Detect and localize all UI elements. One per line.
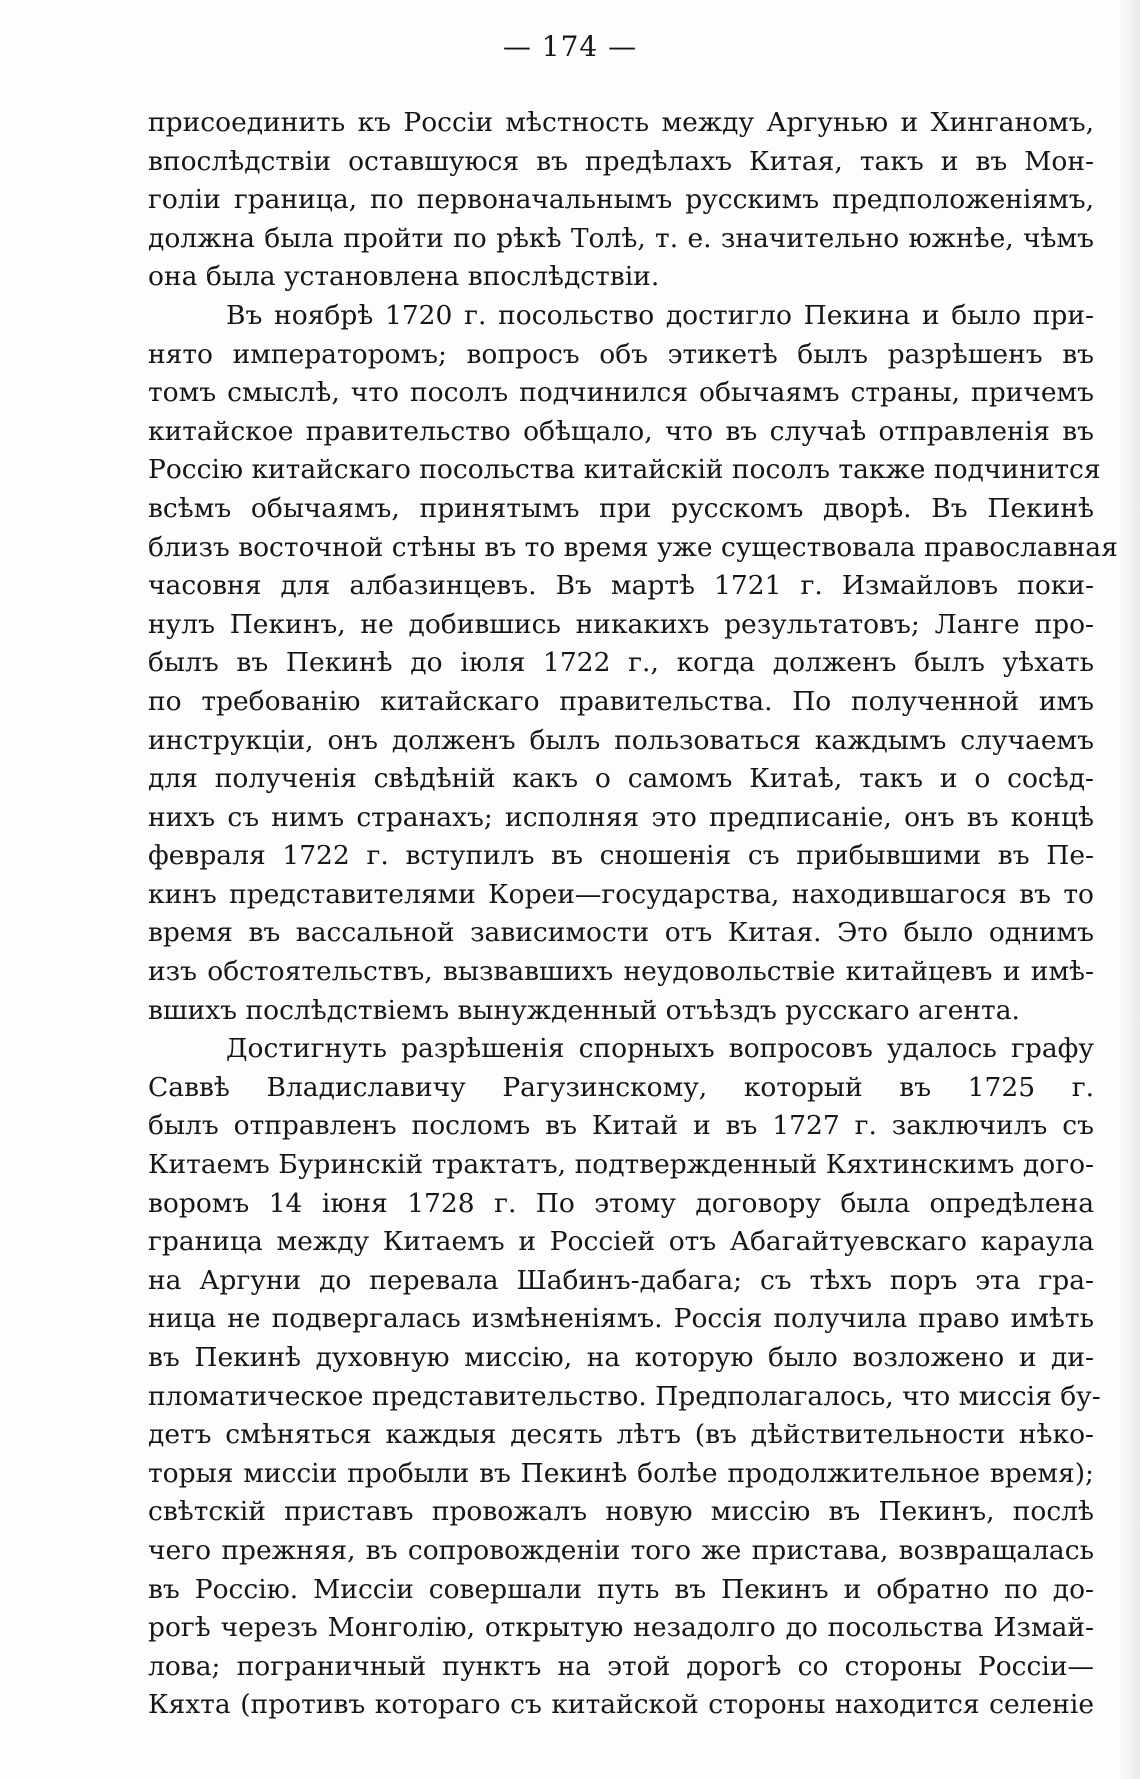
text-line: лова; пограничный пунктъ на этой дорогѣ со стороны Россіи— xyxy=(148,1650,1094,1682)
paragraph xyxy=(148,104,1094,297)
text-line: всѣмъ обычаямъ, принятымъ при русскомъ дворѣ. Въ Пекинѣ xyxy=(148,492,1094,524)
paragraph xyxy=(148,1030,1101,1725)
text-line: торыя миссіи пробыли въ Пекинѣ болѣе продолжительное время); xyxy=(148,1457,1094,1489)
text-line: Китаемъ Буринскій трактатъ, подтвержденный Кяхтинскимъ дого- xyxy=(148,1149,1094,1181)
text-line: Кяхта (противъ котораго съ китайской стороны находится селеніе xyxy=(148,1689,1094,1721)
text-line: февраля 1722 г. вступилъ въ сношенія съ прибывшими въ Пе- xyxy=(148,840,1094,872)
text-line: вшихъ послѣдствіемъ вынужденный отъѣздъ русскаго агента. xyxy=(148,994,1020,1026)
text-line: граница между Китаемъ и Россіей отъ Абагайтуевскаго караула xyxy=(148,1226,1094,1258)
text-line: она была установлена впослѣдствіи. xyxy=(148,261,660,293)
text-line: Саввѣ Владиславичу Рагузинскому, который въ 1725 г. xyxy=(148,1071,1094,1103)
text-line: китайское правительство обѣщало, что въ случаѣ отправленія въ xyxy=(148,415,1094,447)
text-line: рогѣ черезъ Монголію, открытую незадолго до посольства Измай- xyxy=(148,1612,1094,1644)
text-line: Въ ноябрѣ 1720 г. посольство достигло Пекина и было при- xyxy=(226,299,1094,331)
text-line: должна была пройти по рѣкѣ Толѣ, т. е. значительно южнѣе, чѣмъ xyxy=(148,222,1094,254)
text-line: въ Россію. Миссіи совершали путь въ Пекинъ и обратно по до- xyxy=(148,1573,1094,1605)
text-line: нихъ съ нимъ странахъ; исполняя это предписаніе, онъ въ концѣ xyxy=(148,801,1094,833)
text-line: былъ въ Пекинѣ до іюля 1722 г., когда долженъ былъ уѣхать xyxy=(148,647,1094,679)
text-line: время въ вассальной зависимости отъ Китая. Это было однимъ xyxy=(148,917,1094,949)
text-line: пломатическое представительство. Предполагалось, что миссія бу- xyxy=(148,1380,1101,1412)
paragraph xyxy=(148,297,1118,1030)
text-line: близъ восточной стѣны въ то время уже существовала православная xyxy=(148,531,1118,563)
text-line: впослѣдствіи оставшуюся въ предѣлахъ Китая, такъ и въ Мон- xyxy=(148,145,1094,177)
text-line: инструкціи, онъ долженъ былъ пользоваться каждымъ случаемъ xyxy=(148,724,1094,756)
scan-edge-shadow xyxy=(1118,0,1140,1779)
text-line: былъ отправленъ посломъ въ Китай и въ 1727 г. заключилъ съ xyxy=(148,1110,1094,1142)
text-line: нулъ Пекинъ, не добившись никакихъ результатовъ; Ланге про- xyxy=(148,608,1094,640)
text-line: детъ смѣняться каждыя десять лѣтъ (въ дѣйствительности нѣко- xyxy=(148,1419,1094,1451)
text-line: томъ смыслѣ, что посолъ подчинился обычаямъ страны, причемъ xyxy=(148,377,1094,409)
text-line: изъ обстоятельствъ, вызвавшихъ неудовольствіе китайцевъ и имѣ- xyxy=(148,956,1094,988)
text-line: голіи граница, по первоначальнымъ русскимъ предположеніямъ, xyxy=(148,184,1094,216)
page-number: — 174 — xyxy=(502,30,638,63)
text-line: воромъ 14 іюня 1728 г. По этому договору была опредѣлена xyxy=(148,1187,1094,1219)
text-line: по требованію китайскаго правительства. По полученной имъ xyxy=(148,685,1094,717)
text-line: кинъ представителями Кореи—государства, находившагося въ то xyxy=(148,878,1094,910)
text-line: свѣтскій приставъ провожалъ новую миссію въ Пекинъ, послѣ xyxy=(148,1496,1094,1528)
text-line: для полученія свѣдѣній какъ о самомъ Китаѣ, такъ и о сосѣд- xyxy=(148,763,1094,795)
text-line: ница не подвергалась измѣненіямъ. Россія получила право имѣть xyxy=(148,1303,1094,1335)
text-line: чего прежняя, въ сопровожденіи того же пристава, возвращалась xyxy=(148,1534,1094,1566)
text-line: Россію китайскаго посольства китайскій посолъ также подчинится xyxy=(148,454,1101,486)
page-text xyxy=(148,104,1118,1725)
text-line: присоединить къ Россіи мѣстность между Аргунью и Хинганомъ, xyxy=(148,107,1094,138)
text-line: часовня для албазинцевъ. Въ мартѣ 1721 г. Измайловъ поки- xyxy=(148,570,1094,602)
text-line: Достигнуть разрѣшенія спорныхъ вопросовъ удалось графу xyxy=(226,1033,1094,1065)
text-line: нято императоромъ; вопросъ объ этикетѣ былъ разрѣшенъ въ xyxy=(148,338,1094,370)
text-line: въ Пекинѣ духовную миссію, на которую было возложено и ди- xyxy=(148,1342,1094,1373)
text-line: на Аргуни до перевала Шабинъ-дабага; съ тѣхъ поръ эта гра- xyxy=(148,1264,1094,1296)
